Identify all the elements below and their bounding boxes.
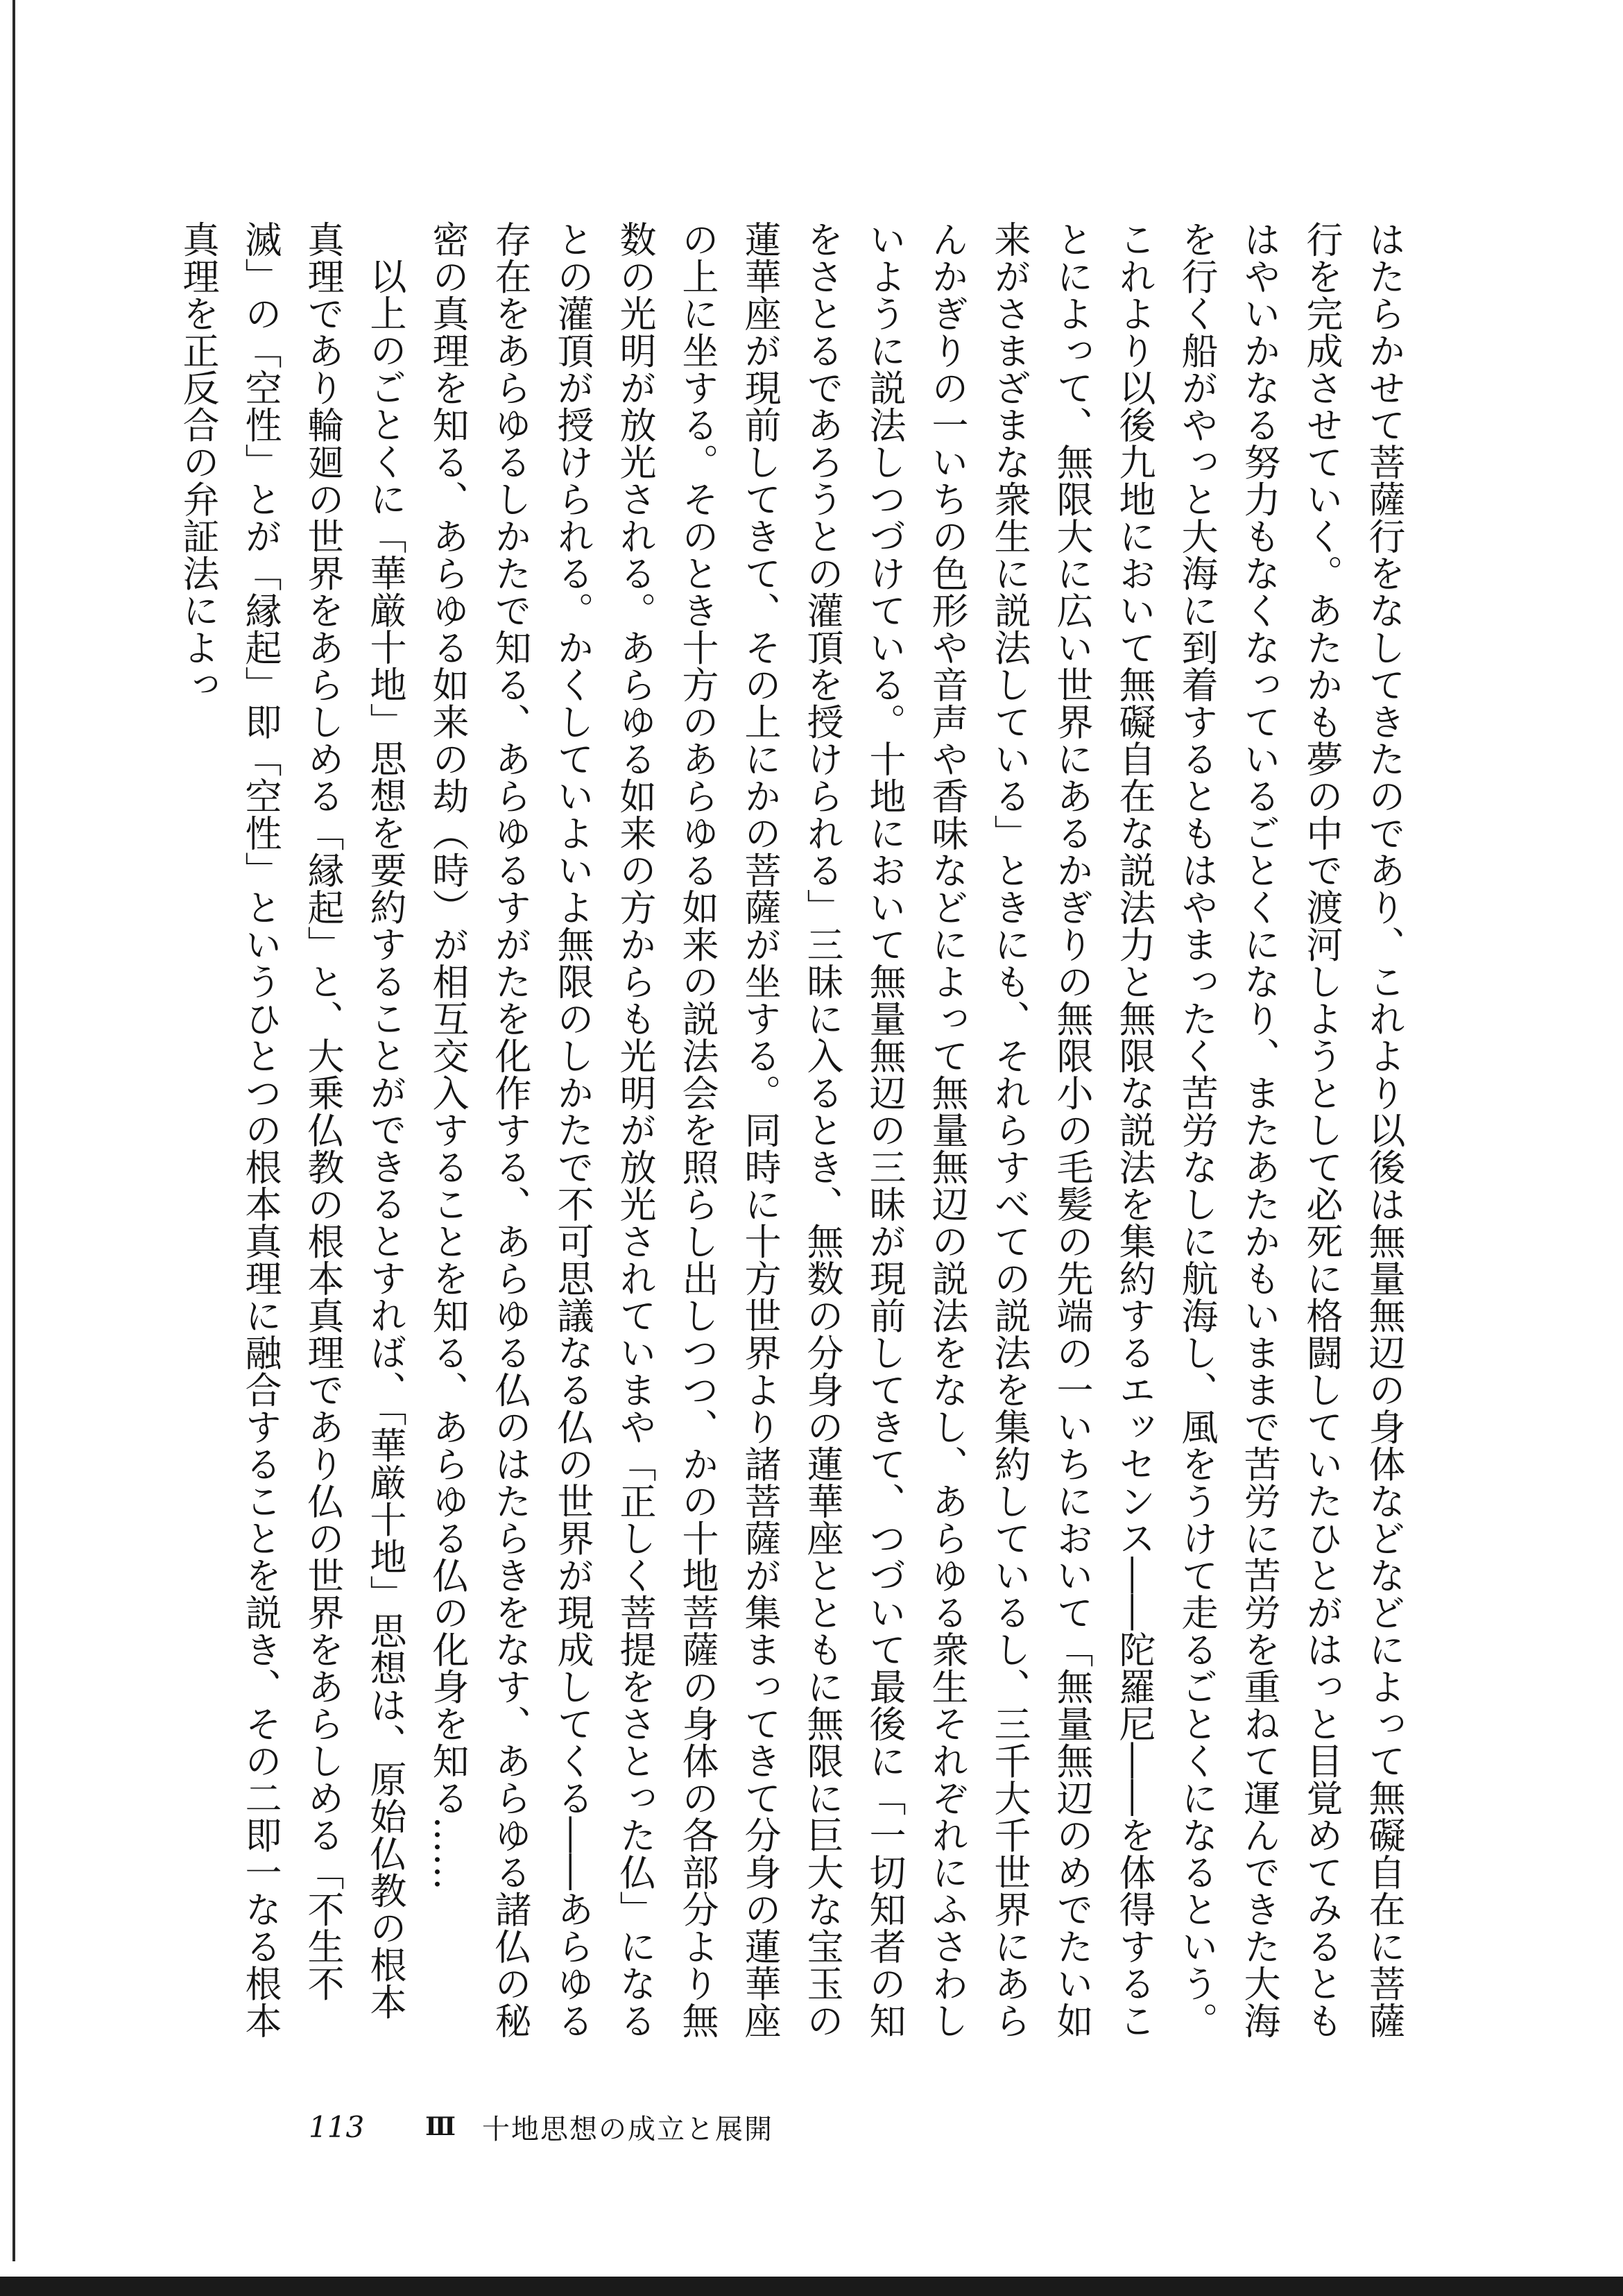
paragraph-1: はたらかせて菩薩行をなしてきたのであり、これより以後は無量無辺の身体などなどによって無礙自在に菩薩行を完成させていく。あたかも夢の中で渡河しようとして必死に格闘していたひとがはっと目覚めてみるともはやいかなる努力もなくなっているごとくになり、またあたかもいままで苦労に苦労を重ねて運んできた大海を行く船がやっと大海に到着するともはやまったく苦労なしに航海し、風をうけて走るごとくになるという。これより以後九地において無礙自在な説法力と無限な説法を集約するエッセンス――陀羅尼――を体得することによって、無限大に広い世界にあるかぎりの無限小の毛髪の先端の一いちにおいて「無量無辺のめでたい如来がさまざまな衆生に説法している」ときにも、それらすべての説法を集約しているし、三千大千世界にあらんかぎりの一いちの色形や音声や香味などによって無量無辺の説法をなし、あらゆる衆生それぞれにふさわしいように説法しつづけている。十地において無量無辺の三昧が現前してきて、つづいて最後に「一切知者の知をさとるであろうとの灌頂を授けられる」三昧に入るとき、無数の分身の蓮華座とともに無限に巨大な宝玉の蓮華座が現前してきて、その上にかの菩薩が坐する。同時に十方世界より諸菩薩が集まってきて分身の蓮華座の上に坐する。そのとき十方のあらゆる如来の説法会を照らし出しつつ、かの十地菩薩の身体の各部分より無数の光明が放光される。あらゆる如来の方からも光明が放光されていまや「正しく菩提をさとった仏」になるとの灌頂が授けられる。かくしていよいよ無限のしかたで不可思議なる仏の世界が現成してくる――あらゆる存在をあらゆるしかたで知る、あらゆるすがたを化作する、あらゆる仏のはたらきをなす、あらゆる諸仏の秘密の真理を知る、あらゆる如来の劫（時）が相互交入することを知る、あらゆる仏の化身を知る…… [427, 221, 1405, 2039]
paragraph-2: 以上のごとくに「華厳十地」思想を要約することができるとすれば、「華厳十地」思想は、原始仏教の根本真理であり輪廻の世界をあらしめる「縁起」と、大乗仏教の根本真理であり仏の世界をあらしめる「不生不滅」の「空性」とが「縁起」即「空性」というひとつの根本真理に融合することを説き、その二即一なる根本真理を正反合の弁証法によっ [177, 221, 406, 2039]
page-footer [309, 2106, 773, 2148]
page-bottom-edge [0, 2277, 1623, 2296]
page-left-edge-rule [12, 0, 15, 2261]
chapter-mark: Ⅲ [425, 2112, 455, 2141]
running-head: 十地思想の成立と展開 [482, 2113, 774, 2145]
page-number: 113 [309, 2109, 365, 2144]
body-text [177, 221, 1415, 2052]
